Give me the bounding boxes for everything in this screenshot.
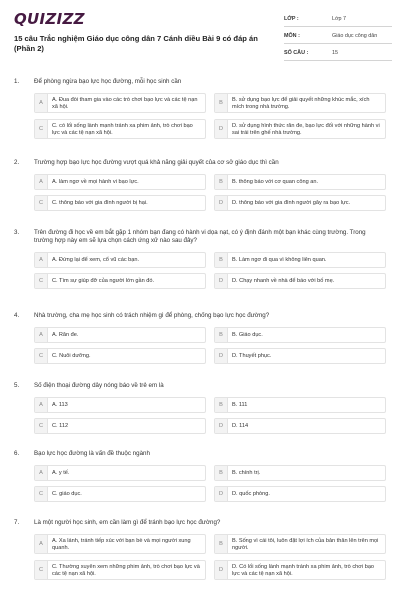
answer-option-b[interactable]: [214, 534, 386, 554]
quizizz-logo: QUIZIZZ: [14, 10, 85, 28]
option-letter-badge: C: [35, 419, 48, 433]
option-text: A. Đua đòi tham gia vào các trò chơi bạo lực và các tệ nạn xã hội.: [52, 97, 198, 110]
answer-option-a[interactable]: [34, 174, 206, 190]
question-number: 6.: [14, 450, 20, 457]
option-letter-badge: D: [215, 274, 228, 288]
answer-option-c[interactable]: [34, 273, 206, 289]
option-text: B. sử dụng bạo lực để giải quyết những khúc mắc, xích mích trong nhà trường.: [232, 97, 370, 110]
option-text: A. làm ngơ về mọi hành vi bạo lực.: [52, 179, 139, 185]
option-letter-badge: B: [215, 253, 228, 267]
option-text: A. y tế.: [52, 470, 70, 476]
option-text: B. Sống vì cái tôi, luôn đặt lợi ích của bản thân lên trên mọi người.: [232, 538, 379, 551]
answer-option-a[interactable]: [34, 327, 206, 343]
option-text: C. giáo dục.: [52, 491, 82, 497]
question-text: Nhà trường, cha mẹ học sinh có trách nhiệm gì để phòng, chống bạo lực học đường?: [34, 312, 270, 319]
option-text: C. thông báo với gia đình người bị hại.: [52, 200, 148, 206]
option-letter-badge: C: [35, 196, 48, 210]
meta-label: MÔN :: [284, 33, 300, 39]
option-letter-badge: D: [215, 561, 228, 579]
answer-option-b[interactable]: [214, 397, 386, 413]
option-text: A. Răn đe.: [52, 332, 79, 338]
answer-option-d[interactable]: [214, 119, 386, 139]
option-letter-badge: D: [215, 419, 228, 433]
meta-value: 15: [332, 50, 338, 56]
option-text: D. sử dụng hình thức răn đe, bạo lực đối với những hành vi sai trái trên ghế nhà trường.: [232, 123, 380, 136]
question-number: 2.: [14, 159, 20, 166]
answer-option-d[interactable]: [214, 486, 386, 502]
question-text: Để phòng ngừa bạo lực học đường, mỗi học sinh cần: [34, 78, 182, 85]
option-text: C. có lối sống lành mạnh tránh xa phim ảnh, trò chơi bạo lực và các tệ nạn xã hội.: [52, 123, 193, 136]
question-number: 1.: [14, 78, 20, 85]
answer-option-b[interactable]: [214, 174, 386, 190]
option-text: D. 114: [232, 423, 249, 429]
option-text: D. Thuyết phục.: [232, 353, 272, 359]
answer-option-b[interactable]: [214, 93, 386, 113]
question-number: 3.: [14, 229, 20, 236]
worksheet-header: [0, 0, 400, 62]
option-letter-badge: C: [35, 349, 48, 363]
answer-option-c[interactable]: [34, 418, 206, 434]
option-text: B. Giáo dục.: [232, 332, 263, 338]
option-text: B. Làm ngơ đi qua vì không liên quan.: [232, 257, 327, 263]
meta-value: Giáo dục công dân: [332, 33, 378, 39]
answer-option-b[interactable]: [214, 252, 386, 268]
answer-option-d[interactable]: [214, 195, 386, 211]
meta-row-grade: [284, 12, 392, 27]
answer-option-a[interactable]: [34, 93, 206, 113]
answer-option-a[interactable]: [34, 252, 206, 268]
option-letter-badge: B: [215, 328, 228, 342]
question-text: Là một người học sinh, em cần làm gì để tránh bạo lực học đường?: [34, 519, 221, 526]
answer-option-c[interactable]: [34, 560, 206, 580]
option-letter-badge: A: [35, 175, 48, 189]
option-letter-badge: A: [35, 94, 48, 112]
option-text: A. Xa lánh, tránh tiếp xúc với bạn bè và mọi người xung quanh.: [52, 538, 191, 551]
option-text: A. 113: [52, 402, 68, 408]
option-letter-badge: C: [35, 487, 48, 501]
answer-option-b[interactable]: [214, 465, 386, 481]
answer-option-b[interactable]: [214, 327, 386, 343]
answer-option-c[interactable]: [34, 119, 206, 139]
meta-table: [284, 12, 392, 63]
option-text: C. 112: [52, 423, 69, 429]
answer-option-a[interactable]: [34, 534, 206, 554]
answer-option-d[interactable]: [214, 348, 386, 364]
question-text: Trường hợp bạo lực học đường vượt quá khả năng giải quyết của cơ sở giáo dục thì cần: [34, 159, 279, 166]
option-letter-badge: A: [35, 535, 48, 553]
question-number: 7.: [14, 519, 20, 526]
meta-label: LỚP :: [284, 16, 299, 22]
answer-option-d[interactable]: [214, 273, 386, 289]
option-letter-badge: B: [215, 535, 228, 553]
meta-label: SỐ CÂU :: [284, 50, 309, 56]
answer-option-d[interactable]: [214, 418, 386, 434]
answer-option-c[interactable]: [34, 348, 206, 364]
option-letter-badge: C: [35, 120, 48, 138]
option-text: D. quốc phòng.: [232, 491, 270, 497]
answer-option-d[interactable]: [214, 560, 386, 580]
option-letter-badge: D: [215, 487, 228, 501]
option-letter-badge: A: [35, 466, 48, 480]
option-letter-badge: A: [35, 253, 48, 267]
option-text: D. Có lối sống lành mạnh tránh xa phim ảnh, trò chơi bạo lực và các tệ nạn xã hội.: [232, 564, 375, 577]
meta-row-subject: [284, 29, 392, 44]
option-letter-badge: B: [215, 398, 228, 412]
option-letter-badge: D: [215, 196, 228, 210]
option-text: D. Chạy nhanh về nhà để báo với bố mẹ.: [232, 278, 335, 284]
question-number: 5.: [14, 382, 20, 389]
question-text: Số điện thoại đường dây nóng báo về trẻ em là: [34, 382, 164, 389]
answer-option-c[interactable]: [34, 486, 206, 502]
option-text: C. Tìm sự giúp đỡ của người lớn gần đó.: [52, 278, 155, 284]
option-letter-badge: B: [215, 94, 228, 112]
answer-option-a[interactable]: [34, 397, 206, 413]
option-text: C. Thường xuyên xem những phim ảnh, trò chơi bạo lực và các tệ nạn xã hội.: [52, 564, 200, 577]
option-letter-badge: B: [215, 175, 228, 189]
option-text: B. chính trị.: [232, 470, 261, 476]
question-text: Bạo lực học đường là vấn đề thuộc ngành: [34, 450, 150, 457]
option-text: A. Đứng lại để xem, cổ vũ các bạn.: [52, 257, 140, 263]
answer-option-a[interactable]: [34, 465, 206, 481]
option-letter-badge: B: [215, 466, 228, 480]
question-text: Trên đường đi học về em bắt gặp 1 nhóm bạn đang có hành vi dọa nạt, có ý định đánh một bạn khác cùng trường. Trong trường hợp này em sẽ lựa chọn cách ứng xử nào sau đây?: [34, 229, 366, 245]
option-text: C. Nuôi dưỡng.: [52, 353, 91, 359]
question-number: 4.: [14, 312, 20, 319]
option-letter-badge: D: [215, 120, 228, 138]
meta-row-count: [284, 46, 392, 61]
option-letter-badge: C: [35, 274, 48, 288]
worksheet-title: 15 câu Trắc nghiệm Giáo dục công dân 7 Cánh diều Bài 9 có đáp án (Phần 2): [14, 34, 258, 53]
option-letter-badge: D: [215, 349, 228, 363]
meta-value: Lớp 7: [332, 16, 347, 22]
option-text: D. thông báo với gia đình người gây ra bạo lực.: [232, 200, 351, 206]
option-text: B. 111: [232, 402, 248, 408]
answer-option-c[interactable]: [34, 195, 206, 211]
option-letter-badge: A: [35, 328, 48, 342]
option-letter-badge: C: [35, 561, 48, 579]
option-text: B. thông báo với cơ quan công an.: [232, 179, 319, 185]
option-letter-badge: A: [35, 398, 48, 412]
